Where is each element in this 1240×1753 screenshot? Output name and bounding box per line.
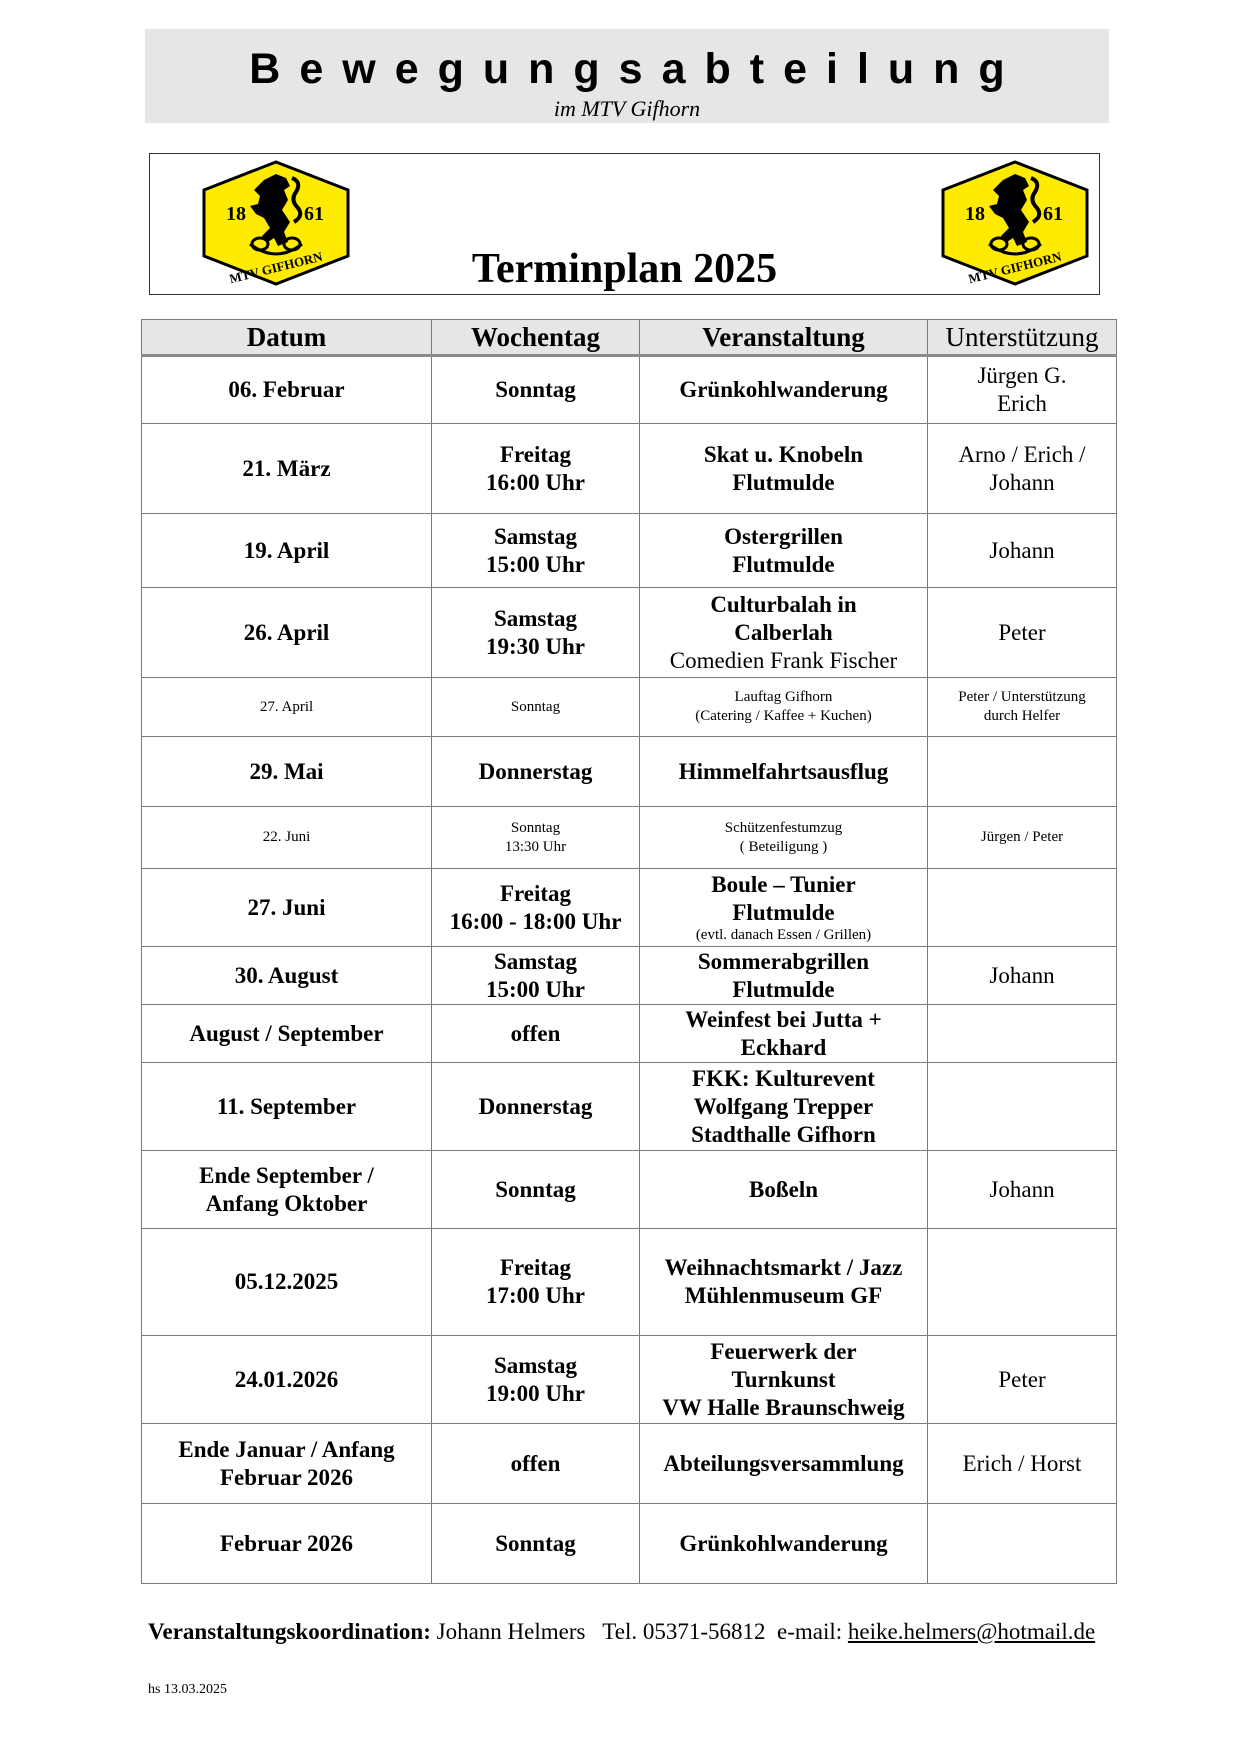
unterstuetzung-cell — [928, 424, 1117, 514]
wochentag-cell-line: Freitag — [499, 1255, 572, 1280]
veranstaltung-cell — [640, 1005, 928, 1063]
veranstaltung-cell-line: Lauftag Gifhorn — [734, 689, 833, 705]
veranstaltung-cell-line: Schützenfestumzug — [724, 819, 843, 836]
title-box — [149, 153, 1100, 295]
wochentag-cell-line: Freitag — [499, 441, 572, 467]
datum-cell — [142, 1229, 432, 1336]
table-row — [142, 1336, 1117, 1424]
unterstuetzung-cell-line: Peter / Unterstützung — [958, 689, 1086, 705]
wochentag-cell-line: 15:00 Uhr — [485, 551, 586, 577]
datum-cell — [142, 678, 432, 737]
wochentag-cell — [432, 1229, 640, 1336]
datum-cell — [142, 1005, 432, 1063]
wochentag-cell — [432, 678, 640, 737]
wochentag-cell — [432, 1504, 640, 1584]
unterstuetzung-cell-line: Jürgen G. — [977, 363, 1067, 388]
veranstaltung-cell — [640, 1424, 928, 1504]
unterstuetzung-cell-line: Johann — [989, 537, 1055, 563]
wochentag-cell-line: 13:30 Uhr — [504, 838, 567, 855]
datum-cell — [142, 807, 432, 869]
datum-cell — [142, 869, 432, 947]
veranstaltung-small-note: (evtl. danach Essen / Grillen) — [695, 927, 872, 943]
datum-cell — [142, 1504, 432, 1584]
veranstaltung-cell-line: Abteilungsversammlung — [663, 1450, 904, 1476]
unterstuetzung-cell-line: Erich — [997, 391, 1047, 416]
datum-cell — [142, 1063, 432, 1151]
unterstuetzung-cell-line: Arno / Erich / — [958, 441, 1086, 467]
datum-cell-line: 24.01.2026 — [234, 1366, 339, 1392]
wochentag-cell-line: Samstag — [493, 605, 578, 631]
wochentag-cell — [432, 356, 640, 424]
veranstaltung-cell-line: Stadthalle Gifhorn — [691, 1121, 876, 1147]
veranstaltung-cell-line: Mühlenmuseum GF — [684, 1283, 883, 1308]
unterstuetzung-cell — [928, 588, 1117, 678]
wochentag-cell — [432, 807, 640, 869]
veranstaltung-cell-line: Sommerabgrillen — [697, 948, 870, 974]
veranstaltung-cell-line: ( Beteiligung ) — [739, 838, 828, 855]
datum-cell — [142, 1151, 432, 1229]
datum-cell — [142, 514, 432, 588]
unterstuetzung-cell — [928, 1504, 1117, 1584]
revision-stamp: hs 13.03.2025 — [148, 1682, 227, 1697]
wochentag-cell-line: Freitag — [499, 880, 572, 906]
coordinator-name: Johann Helmers — [436, 1619, 586, 1644]
wochentag-cell-line: 17:00 Uhr — [485, 1283, 586, 1308]
wochentag-cell-line: Samstag — [493, 948, 578, 974]
coordinator-phone: Tel. 05371-56812 — [602, 1619, 766, 1644]
department-title: Bewegungsabteilung — [249, 45, 1024, 93]
veranstaltung-cell — [640, 514, 928, 588]
email-link[interactable]: heike.helmers@hotmail.de — [847, 1619, 1096, 1644]
table-row — [142, 424, 1117, 514]
unterstuetzung-cell — [928, 356, 1117, 424]
veranstaltung-cell-line: Culturbalah in — [710, 591, 857, 617]
unterstuetzung-cell — [928, 1424, 1117, 1504]
veranstaltung-cell-line: Flutmulde — [732, 976, 835, 1002]
datum-cell-line: 26. April — [243, 619, 330, 645]
unterstuetzung-cell — [928, 514, 1117, 588]
veranstaltung-cell — [640, 1229, 928, 1336]
veranstaltung-cell-line: Grünkohlwanderung — [679, 377, 888, 402]
table-row — [142, 1063, 1117, 1151]
datum-cell-line: 22. Juni — [262, 829, 311, 845]
veranstaltung-cell — [640, 1336, 928, 1424]
svg-text:MTV GIFHORN: MTV GIFHORN — [227, 248, 325, 286]
veranstaltung-cell — [640, 1063, 928, 1151]
wochentag-cell-line: Sonntag — [495, 377, 576, 402]
veranstaltung-cell-line: Feuerwerk der — [710, 1338, 857, 1364]
unterstuetzung-cell — [928, 1336, 1117, 1424]
unterstuetzung-cell — [928, 1005, 1117, 1063]
unterstuetzung-cell-line: durch Helfer — [983, 708, 1061, 724]
veranstaltung-cell-line: Grünkohlwanderung — [679, 1530, 888, 1556]
veranstaltung-cell-line: Flutmulde — [732, 469, 835, 495]
datum-cell-line: 21. März — [242, 455, 331, 481]
veranstaltung-cell-line: Himmelfahrtsausflug — [678, 758, 889, 784]
veranstaltung-cell-line: Ostergrillen — [724, 523, 843, 549]
unterstuetzung-cell-line: Peter — [998, 619, 1046, 645]
unterstuetzung-cell — [928, 807, 1117, 869]
table-row — [142, 1424, 1117, 1504]
unterstuetzung-cell — [928, 1151, 1117, 1229]
wochentag-cell — [432, 1336, 640, 1424]
datum-cell-line: Anfang Oktober — [205, 1190, 368, 1216]
datum-cell-line: 27. Juni — [247, 894, 326, 920]
datum-cell-line: Februar 2026 — [219, 1530, 354, 1556]
table-row — [142, 588, 1117, 678]
wochentag-cell-line: Sonntag — [510, 698, 561, 715]
svg-text:18: 18 — [226, 203, 246, 225]
veranstaltung-cell — [640, 947, 928, 1005]
veranstaltung-cell — [640, 737, 928, 807]
wochentag-cell-line: Samstag — [493, 523, 578, 549]
datum-cell-line: 29. Mai — [249, 758, 324, 784]
datum-cell-line: 11. September — [216, 1093, 357, 1119]
wochentag-cell-line: 19:00 Uhr — [485, 1380, 586, 1406]
wochentag-cell — [432, 1424, 640, 1504]
wochentag-cell-line: 16:00 - 18:00 Uhr — [449, 908, 622, 934]
wochentag-cell — [432, 869, 640, 947]
veranstaltung-cell-line: Calberlah — [734, 619, 833, 645]
wochentag-cell — [432, 514, 640, 588]
datum-cell-line: Ende Januar / Anfang — [178, 1436, 395, 1462]
veranstaltung-cell — [640, 869, 928, 947]
unterstuetzung-cell — [928, 678, 1117, 737]
table-row — [142, 1229, 1117, 1336]
wochentag-cell-line: Sonntag — [495, 1176, 576, 1202]
veranstaltung-cell — [640, 1504, 928, 1584]
veranstaltung-cell-line: Turnkunst — [731, 1366, 836, 1392]
datum-cell — [142, 424, 432, 514]
datum-cell-line: Ende September / — [199, 1162, 374, 1188]
table-row — [142, 1005, 1117, 1063]
header-wochentag: Wochentag — [432, 320, 640, 356]
datum-cell-line: Februar 2026 — [219, 1464, 354, 1490]
veranstaltung-cell — [640, 424, 928, 514]
header-band — [145, 29, 1109, 123]
wochentag-cell — [432, 588, 640, 678]
wochentag-cell-line: 15:00 Uhr — [485, 976, 586, 1002]
wochentag-cell-line: Samstag — [493, 1352, 578, 1378]
schedule-table — [141, 319, 1117, 1584]
veranstaltung-cell-line: Wolfgang Trepper — [693, 1093, 874, 1119]
wochentag-cell-line: Sonntag — [495, 1530, 576, 1556]
datum-cell — [142, 356, 432, 424]
veranstaltung-cell-line: Weihnachtsmarkt / Jazz — [664, 1255, 903, 1280]
footer-contact — [148, 1619, 1095, 1645]
svg-text:18: 18 — [965, 203, 985, 225]
wochentag-cell-line: 19:30 Uhr — [485, 633, 586, 659]
wochentag-cell — [432, 1063, 640, 1151]
veranstaltung-cell — [640, 1151, 928, 1229]
veranstaltung-cell — [640, 678, 928, 737]
wochentag-cell — [432, 1151, 640, 1229]
table-row — [142, 947, 1117, 1005]
unterstuetzung-cell-line: Johann — [989, 1176, 1055, 1202]
wochentag-cell-line: Donnerstag — [478, 1093, 593, 1119]
svg-text:61: 61 — [1043, 203, 1063, 225]
veranstaltung-cell-line: Flutmulde — [732, 900, 835, 925]
veranstaltung-cell — [640, 356, 928, 424]
wochentag-cell — [432, 424, 640, 514]
veranstaltung-cell — [640, 588, 928, 678]
table-row — [142, 678, 1117, 737]
email-label: e-mail: — [777, 1619, 843, 1644]
unterstuetzung-cell-line: Johann — [989, 962, 1055, 988]
department-subtitle: im MTV Gifhorn — [553, 96, 701, 121]
wochentag-cell-line: offen — [510, 1020, 561, 1046]
unterstuetzung-cell — [928, 1063, 1117, 1151]
datum-cell — [142, 1424, 432, 1504]
datum-cell — [142, 737, 432, 807]
veranstaltung-cell-line: FKK: Kulturevent — [692, 1065, 875, 1091]
unterstuetzung-cell — [928, 737, 1117, 807]
table-row — [142, 1151, 1117, 1229]
svg-text:61: 61 — [304, 203, 324, 225]
datum-cell — [142, 947, 432, 1005]
veranstaltung-cell-line: Eckhard — [740, 1034, 827, 1060]
unterstuetzung-cell — [928, 1229, 1117, 1336]
veranstaltung-cell-line: (Catering / Kaffee + Kuchen) — [695, 708, 872, 724]
table-header-row — [142, 320, 1117, 356]
header-unterstuetzung: Unterstützung — [928, 320, 1117, 356]
coordination-label: Veranstaltungskoordination: — [148, 1619, 431, 1644]
plan-title: Terminplan 2025 — [471, 246, 778, 292]
header-veranstaltung: Veranstaltung — [640, 320, 928, 356]
wochentag-cell — [432, 1005, 640, 1063]
veranstaltung-cell-line: Weinfest bei Jutta + — [685, 1006, 882, 1032]
unterstuetzung-cell-line: Erich / Horst — [962, 1450, 1082, 1476]
wochentag-cell-line: Donnerstag — [478, 758, 593, 784]
veranstaltung-cell-line: Flutmulde — [732, 551, 835, 577]
table-row — [142, 356, 1117, 424]
datum-cell-line: 06. Februar — [228, 377, 345, 402]
veranstaltung-cell-line: VW Halle Braunschweig — [662, 1394, 905, 1420]
datum-cell-line: 05.12.2025 — [234, 1269, 339, 1294]
header-datum: Datum — [142, 320, 432, 356]
wochentag-cell-line: 16:00 Uhr — [485, 469, 586, 495]
datum-cell-line: 19. April — [243, 537, 330, 563]
datum-cell-line: August / September — [189, 1020, 384, 1046]
datum-cell-line: 27. April — [259, 698, 314, 715]
datum-cell — [142, 588, 432, 678]
table-row — [142, 807, 1117, 869]
table-row — [142, 514, 1117, 588]
table-row — [142, 869, 1117, 947]
unterstuetzung-cell-line: Jürgen / Peter — [980, 829, 1064, 845]
table-row — [142, 737, 1117, 807]
unterstuetzung-cell-line: Peter — [998, 1366, 1046, 1392]
datum-cell-line: 30. August — [234, 962, 339, 988]
table-row — [142, 1504, 1117, 1584]
veranstaltung-cell-line: Boßeln — [748, 1176, 819, 1202]
unterstuetzung-cell — [928, 947, 1117, 1005]
veranstaltung-cell-line: Skat u. Knobeln — [703, 441, 864, 467]
veranstaltung-note: Comedien Frank Fischer — [669, 647, 898, 673]
wochentag-cell — [432, 947, 640, 1005]
unterstuetzung-cell-line: Johann — [989, 469, 1055, 495]
datum-cell — [142, 1336, 432, 1424]
veranstaltung-cell-line: Boule – Tunier — [711, 872, 856, 897]
veranstaltung-cell — [640, 807, 928, 869]
svg-text:MTV GIFHORN: MTV GIFHORN — [966, 248, 1064, 286]
wochentag-cell-line: Sonntag — [510, 819, 561, 836]
unterstuetzung-cell — [928, 869, 1117, 947]
wochentag-cell-line: offen — [510, 1450, 561, 1476]
wochentag-cell — [432, 737, 640, 807]
